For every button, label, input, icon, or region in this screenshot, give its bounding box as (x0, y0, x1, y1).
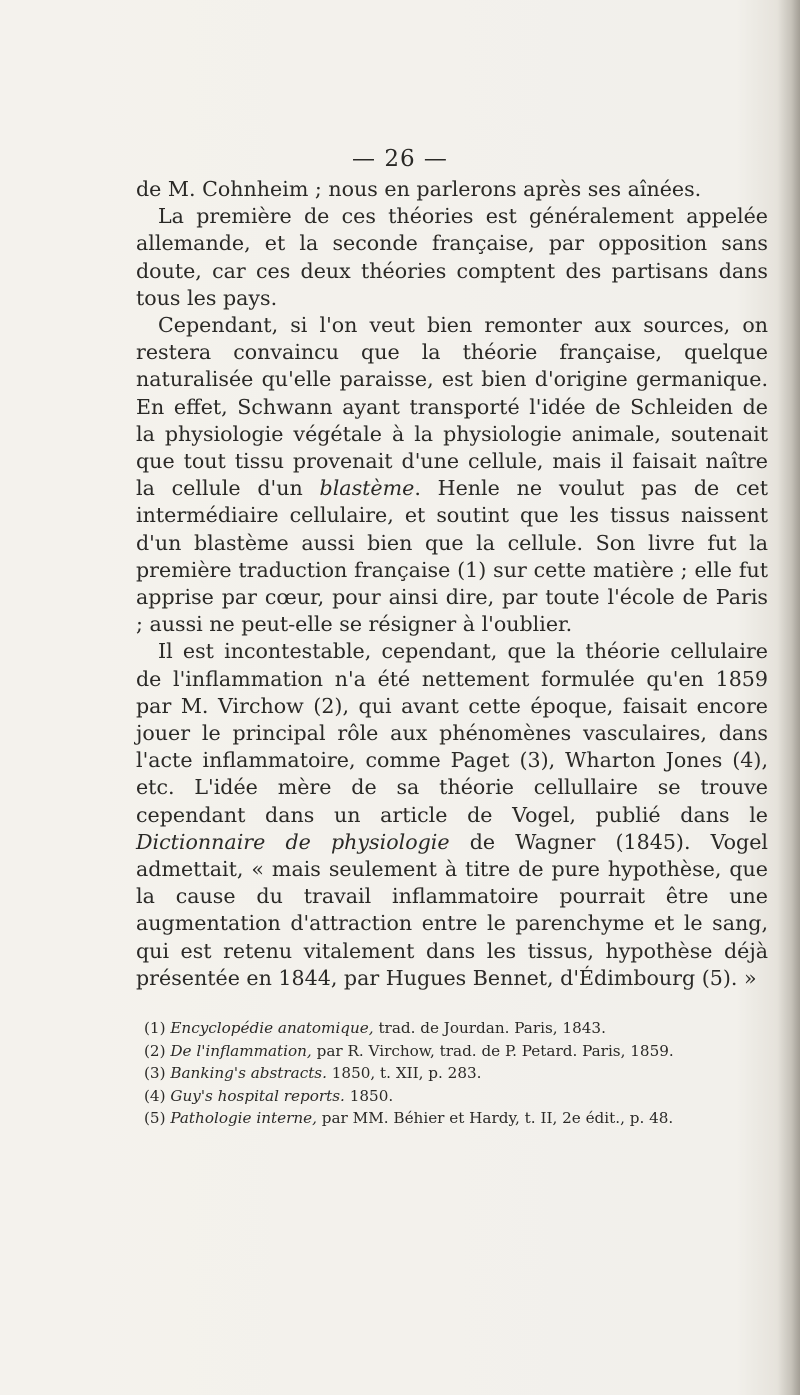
paragraph-2-run: blastème (319, 476, 415, 501)
footnote-5-run: Pathologie interne, (170, 1109, 317, 1127)
footnote-2-run: par R. Virchow, trad. de P. Petard. Paris, 1859. (311, 1041, 674, 1060)
body-text (136, 176, 768, 992)
footnote-1 (144, 1017, 776, 1040)
footnote-5-run: (5) (144, 1109, 171, 1127)
paragraph-0-run: de M. Cohnheim ; nous en parlerons après ses aînées. (136, 177, 702, 201)
page-number: — 26 — (352, 146, 448, 172)
footnotes (136, 1017, 776, 1130)
paragraph-0 (136, 176, 768, 203)
paragraph-2 (136, 312, 768, 638)
footnote-5 (144, 1107, 776, 1130)
paragraph-1-run: La première de ces théories est généralement appelée allemande, et la seconde française, par opposition sans doute, car ces deux théories comptent des partisans dans tous les pays. (136, 204, 768, 310)
footnote-4-run: 1850. (344, 1086, 394, 1105)
footnote-3-run: (3) (144, 1064, 171, 1082)
footnote-2 (144, 1040, 776, 1063)
paragraph-3-run: Dictionnaire de physiologie (136, 829, 450, 854)
footnote-2-run: (2) (144, 1041, 171, 1060)
footnote-4-run: (4) (144, 1086, 171, 1105)
footnote-3-run: 1850, t. XII, p. 283. (326, 1064, 482, 1082)
footnote-2-run: De l'inflammation, (170, 1041, 312, 1060)
paragraph-2-run: . Henle ne voulut pas de cet intermédiaire cellulaire, et soutint que les tissus naissent d'un blastème aussi bien que la cellule. Son livre fut la première traduction française (1) sur cette matière ; elle fut apprise par cœur, pour ainsi dire, par toute l'école de Paris ; aussi ne peut-elle se résigner à l'oublier. (136, 476, 768, 637)
footnote-1-run: Encyclopédie anatomique, (170, 1019, 374, 1037)
paragraph-3 (136, 638, 768, 992)
paragraph-2-run: Cependant, si l'on veut bien remonter aux sources, on restera convaincu que la théorie française, quelque naturalisée qu'elle paraisse, est bien d'origine germanique. En effet, Schwann ayant transporté l'idée de Schleiden de la physiologie végétale à la physiologie animale, soutenait que tout tissu provenait d'une cellule, mais il faisait naître la cellule d'un (136, 313, 768, 501)
footnote-3-run: Banking's abstracts. (170, 1064, 327, 1082)
footnote-5-run: par MM. Béhier et Hardy, t. II, 2e édit., p. 48. (316, 1109, 674, 1127)
footnote-4 (144, 1085, 776, 1108)
footnote-1-run: trad. de Jourdan. Paris, 1843. (373, 1019, 606, 1037)
footnote-4-run: Guy's hospital reports. (170, 1086, 345, 1105)
paragraph-1 (136, 203, 768, 312)
footnote-3 (144, 1062, 776, 1085)
page-edge-shadow (778, 0, 800, 1395)
footnote-1-run: (1) (144, 1019, 171, 1037)
paragraph-3-run: Il est incontestable, cependant, que la théorie cellulaire de l'inflammation n'a été nettement formulée qu'en 1859 par M. Virchow (2), qui avant cette époque, faisait encore jouer le principal rôle aux phénomènes vasculaires, dans l'acte inflammatoire, comme Paget (3), Wharton Jones (4), etc. L'idée mère de sa théorie cellullaire se trouve cependant dans un article de Vogel, publié dans le (136, 639, 768, 827)
paragraph-3-run: de Wagner (1845). Vogel admettait, « mais seulement à titre de pure hypothèse, que la cause du travail inflammatoire pourrait être une augmentation d'attraction entre le parenchyme et le sang, qui est retenu vitalement dans les tissus, hypothèse déjà présentée en 1844, par Hugues Bennet, d'Édimbourg (5). » (136, 829, 768, 990)
